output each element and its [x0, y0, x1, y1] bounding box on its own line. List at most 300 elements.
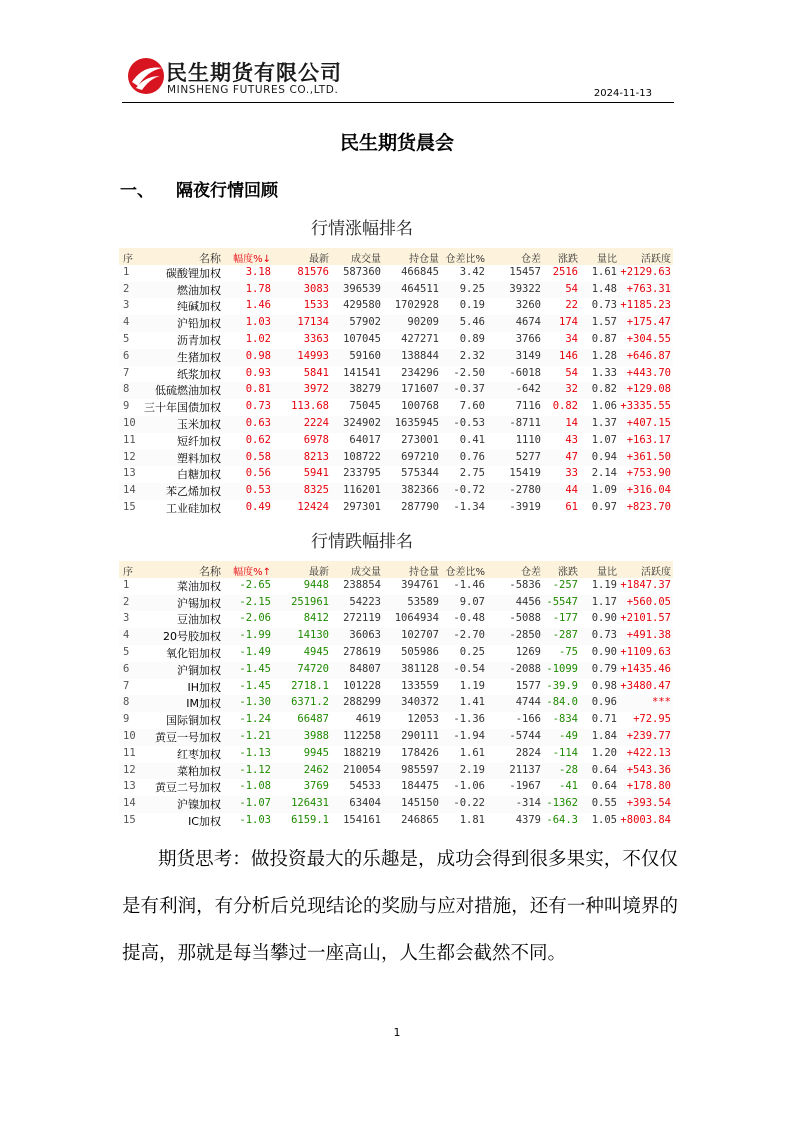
table-row[interactable]: [119, 315, 673, 332]
cell-change-pct: 0.49: [245, 500, 271, 513]
cell-index: 10: [123, 729, 136, 742]
losers-table: [119, 561, 673, 830]
cell-volume-ratio: 1.48: [591, 282, 617, 295]
column-header: 序: [123, 254, 133, 265]
cell-oi-change: 15419: [509, 467, 541, 480]
table-row[interactable]: [119, 763, 673, 780]
table-row[interactable]: [119, 628, 673, 645]
cell-last-price: 126431: [291, 797, 329, 810]
cell-oi-change: 4674: [515, 316, 541, 329]
cell-last-price: 5941: [303, 467, 329, 480]
cell-index: 3: [123, 612, 130, 625]
table-row[interactable]: [119, 746, 673, 763]
table-row[interactable]: [119, 500, 673, 517]
cell-price-change: 146: [559, 349, 578, 362]
column-header: 仓差比%: [445, 567, 485, 578]
cell-oi-change-pct: 2.32: [459, 349, 485, 362]
cell-index: 8: [123, 696, 130, 709]
cell-last-price: 81576: [297, 265, 329, 278]
cell-volume-ratio: 1.33: [591, 366, 617, 379]
cell-open-interest: 466845: [401, 265, 439, 278]
cell-volume: 112258: [343, 729, 381, 742]
cell-last-price: 9945: [303, 746, 329, 759]
table-row[interactable]: [119, 265, 673, 282]
cell-last-price: 12424: [297, 500, 329, 513]
cell-volume: 278619: [343, 645, 381, 658]
cell-oi-change-pct: -0.22: [453, 797, 485, 810]
cell-name: 沥青加权: [177, 333, 221, 347]
cell-oi-change: 1110: [515, 433, 541, 446]
cell-volume-ratio: 0.73: [591, 629, 617, 642]
cell-price-change: 14: [565, 416, 578, 429]
table-row[interactable]: [119, 595, 673, 612]
table-row[interactable]: [119, 662, 673, 679]
cell-volume: 108722: [343, 450, 381, 463]
cell-open-interest: 382366: [401, 484, 439, 497]
cell-change-pct: -1.21: [239, 729, 271, 742]
cell-index: 8: [123, 383, 130, 396]
cell-volume: 141541: [343, 366, 381, 379]
cell-open-interest: 171607: [401, 383, 439, 396]
cell-volume: 59160: [349, 349, 381, 362]
cell-activity: +361.50: [626, 450, 671, 463]
table-row[interactable]: [119, 645, 673, 662]
cell-last-price: 14993: [297, 349, 329, 362]
cell-oi-change-pct: 0.25: [459, 645, 485, 658]
cell-change-pct: -1.13: [239, 746, 271, 759]
cell-volume: 4619: [355, 713, 381, 726]
cell-name: 纯碱加权: [177, 300, 221, 314]
cell-open-interest: 145150: [401, 797, 439, 810]
column-header: 活跃度: [641, 567, 671, 578]
column-header: 仓差: [521, 567, 541, 578]
cell-volume-ratio: 1.19: [591, 578, 617, 591]
cell-volume: 288299: [343, 696, 381, 709]
cell-last-price: 8325: [303, 484, 329, 497]
cell-change-pct: -1.45: [239, 662, 271, 675]
table-row[interactable]: [119, 695, 673, 712]
column-header: 涨跌: [558, 254, 578, 265]
cell-price-change: -1099: [546, 662, 578, 675]
table-row[interactable]: [119, 729, 673, 746]
column-header: 幅度%↓: [233, 254, 271, 265]
cell-name: 三十年国债加权: [144, 401, 221, 415]
cell-volume: 238854: [343, 578, 381, 591]
cell-volume-ratio: 1.20: [591, 746, 617, 759]
cell-oi-change-pct: 9.25: [459, 282, 485, 295]
cell-oi-change-pct: -1.34: [453, 500, 485, 513]
table-row[interactable]: [119, 399, 673, 416]
table-row[interactable]: [119, 796, 673, 813]
column-header: 涨跌: [558, 567, 578, 578]
cell-volume-ratio: 0.64: [591, 780, 617, 793]
table-row[interactable]: [119, 433, 673, 450]
cell-oi-change-pct: -0.53: [453, 416, 485, 429]
table-header-row: [119, 248, 673, 265]
cell-index: 9: [123, 400, 130, 413]
cell-oi-change-pct: 2.75: [459, 467, 485, 480]
cell-last-price: 2462: [303, 763, 329, 776]
cell-price-change: 54: [565, 366, 578, 379]
cell-open-interest: 234296: [401, 366, 439, 379]
table-row[interactable]: [119, 483, 673, 500]
column-header: 持仓量: [409, 567, 439, 578]
cell-last-price: 251961: [291, 595, 329, 608]
cell-name: 菜粕加权: [177, 764, 221, 778]
cell-oi-change-pct: 1.81: [459, 813, 485, 826]
column-header: 量比: [597, 254, 617, 265]
cell-oi-change-pct: -0.48: [453, 612, 485, 625]
cell-index: 13: [123, 467, 136, 480]
cell-oi-change-pct: 2.19: [459, 763, 485, 776]
cell-name: 氧化铝加权: [166, 646, 221, 660]
cell-price-change: -28: [559, 763, 578, 776]
cell-volume-ratio: 2.14: [591, 467, 617, 480]
cell-last-price: 66487: [297, 713, 329, 726]
cell-oi-change-pct: 0.76: [459, 450, 485, 463]
cell-name: 沪锡加权: [177, 596, 221, 610]
cell-change-pct: -1.30: [239, 696, 271, 709]
gainers-table-title: 行情涨幅排名: [311, 219, 413, 239]
cell-activity: +407.15: [626, 416, 671, 429]
cell-volume: 57902: [349, 316, 381, 329]
section-heading: [120, 176, 278, 201]
cell-index: 7: [123, 679, 130, 692]
cell-price-change: 61: [565, 500, 578, 513]
cell-oi-change-pct: -0.37: [453, 383, 485, 396]
table-row[interactable]: [119, 349, 673, 366]
cell-price-change: -39.9: [546, 679, 578, 692]
cell-oi-change: 2824: [515, 746, 541, 759]
cell-index: 14: [123, 797, 136, 810]
cell-activity: +3480.47: [620, 679, 671, 692]
table-row[interactable]: [119, 611, 673, 628]
column-header: 量比: [597, 567, 617, 578]
table-row[interactable]: [119, 712, 673, 729]
cell-oi-change-pct: -2.70: [453, 629, 485, 642]
cell-change-pct: 0.58: [245, 450, 271, 463]
cell-oi-change: -5836: [509, 578, 541, 591]
cell-index: 11: [123, 746, 136, 759]
cell-activity: +646.87: [626, 349, 671, 362]
cell-last-price: 2718.1: [291, 679, 329, 692]
cell-volume: 107045: [343, 332, 381, 345]
cell-price-change: -49: [559, 729, 578, 742]
cell-volume-ratio: 0.96: [591, 696, 617, 709]
cell-open-interest: 178426: [401, 746, 439, 759]
cell-last-price: 74720: [297, 662, 329, 675]
cell-index: 6: [123, 349, 130, 362]
cell-index: 15: [123, 813, 136, 826]
cell-activity: ***: [652, 696, 671, 709]
cell-oi-change-pct: 9.07: [459, 595, 485, 608]
cell-oi-change-pct: -0.54: [453, 662, 485, 675]
cell-name: 玉米加权: [177, 417, 221, 431]
cell-open-interest: 1635945: [394, 416, 439, 429]
cell-volume-ratio: 0.98: [591, 679, 617, 692]
column-header: 持仓量: [409, 254, 439, 265]
table-row[interactable]: [119, 466, 673, 483]
cell-name: 白糖加权: [177, 468, 221, 482]
cell-oi-change: 39322: [509, 282, 541, 295]
cell-price-change: -75: [559, 645, 578, 658]
cell-volume-ratio: 0.94: [591, 450, 617, 463]
cell-volume-ratio: 0.90: [591, 612, 617, 625]
cell-index: 4: [123, 629, 130, 642]
cell-volume-ratio: 1.61: [591, 265, 617, 278]
cell-open-interest: 90209: [407, 316, 439, 329]
cell-volume: 587360: [343, 265, 381, 278]
cell-activity: +163.17: [626, 433, 671, 446]
column-header: 名称: [199, 565, 221, 578]
cell-volume-ratio: 1.84: [591, 729, 617, 742]
cell-index: 3: [123, 299, 130, 312]
section-title: 隔夜行情回顾: [176, 181, 278, 201]
cell-name: 沪镍加权: [177, 798, 221, 812]
cell-price-change: -257: [552, 578, 578, 591]
cell-activity: +393.54: [626, 797, 671, 810]
cell-price-change: -287: [552, 629, 578, 642]
cell-volume: 101228: [343, 679, 381, 692]
table-row[interactable]: [119, 282, 673, 299]
cell-activity: +316.04: [626, 484, 671, 497]
cell-volume-ratio: 1.17: [591, 595, 617, 608]
cell-price-change: 34: [565, 332, 578, 345]
cell-oi-change: -166: [515, 713, 541, 726]
cell-name: 纸浆加权: [177, 367, 221, 381]
cell-open-interest: 53589: [407, 595, 439, 608]
cell-open-interest: 1064934: [394, 612, 439, 625]
cell-last-price: 6371.2: [291, 696, 329, 709]
report-date: 2024-11-13: [593, 88, 652, 99]
cell-oi-change: 4744: [515, 696, 541, 709]
cell-change-pct: 0.98: [245, 349, 271, 362]
page-number: 1: [393, 1026, 401, 1039]
cell-last-price: 3363: [303, 332, 329, 345]
cell-oi-change-pct: 1.41: [459, 696, 485, 709]
cell-oi-change-pct: 5.46: [459, 316, 485, 329]
cell-volume: 36063: [349, 629, 381, 642]
cell-change-pct: -1.49: [239, 645, 271, 658]
cell-activity: +1435.46: [620, 662, 671, 675]
cell-price-change: 54: [565, 282, 578, 295]
cell-volume: 233795: [343, 467, 381, 480]
document-title: 民生期货晨会: [339, 132, 454, 154]
cell-oi-change: 7116: [515, 400, 541, 413]
cell-volume-ratio: 0.82: [591, 383, 617, 396]
cell-volume-ratio: 1.37: [591, 416, 617, 429]
cell-oi-change-pct: 7.60: [459, 400, 485, 413]
cell-activity: +1185.23: [620, 299, 671, 312]
cell-change-pct: 1.02: [245, 332, 271, 345]
cell-oi-change-pct: 0.19: [459, 299, 485, 312]
table-row[interactable]: [119, 679, 673, 696]
cell-price-change: -1362: [546, 797, 578, 810]
cell-index: 1: [123, 265, 130, 278]
cell-price-change: 2516: [552, 265, 578, 278]
table-row[interactable]: [119, 382, 673, 399]
gainers-table: [119, 248, 673, 517]
cell-oi-change: 5277: [515, 450, 541, 463]
cell-volume: 54223: [349, 595, 381, 608]
cell-oi-change: -2780: [509, 484, 541, 497]
table-row[interactable]: [119, 298, 673, 315]
cell-oi-change: -5088: [509, 612, 541, 625]
cell-name: 生猪加权: [177, 350, 221, 364]
cell-oi-change-pct: -1.36: [453, 713, 485, 726]
cell-activity: +491.38: [626, 629, 671, 642]
cell-last-price: 8213: [303, 450, 329, 463]
cell-volume-ratio: 1.05: [591, 813, 617, 826]
cell-volume-ratio: 1.28: [591, 349, 617, 362]
cell-price-change: 22: [565, 299, 578, 312]
cell-volume: 429580: [343, 299, 381, 312]
cell-last-price: 2224: [303, 416, 329, 429]
cell-oi-change-pct: -1.46: [453, 578, 485, 591]
cell-name: 黄豆一号加权: [155, 730, 221, 744]
column-header: 成交量: [351, 567, 381, 578]
table-row[interactable]: [119, 779, 673, 796]
column-header: 序: [123, 567, 133, 578]
cell-name: IM加权: [186, 697, 221, 711]
cell-price-change: 32: [565, 383, 578, 396]
table-row[interactable]: [119, 366, 673, 383]
cell-name: 红枣加权: [177, 747, 221, 761]
cell-oi-change-pct: 3.42: [459, 265, 485, 278]
cell-change-pct: -1.12: [239, 763, 271, 776]
table-row[interactable]: [119, 813, 673, 830]
cell-index: 13: [123, 780, 136, 793]
cell-last-price: 3083: [303, 282, 329, 295]
cell-last-price: 4945: [303, 645, 329, 658]
cell-index: 7: [123, 366, 130, 379]
cell-volume-ratio: 0.71: [591, 713, 617, 726]
column-header: 仓差: [521, 254, 541, 265]
cell-open-interest: 273001: [401, 433, 439, 446]
cell-activity: +560.05: [626, 595, 671, 608]
cell-change-pct: -1.99: [239, 629, 271, 642]
cell-change-pct: 0.62: [245, 433, 271, 446]
cell-last-price: 3988: [303, 729, 329, 742]
cell-oi-change-pct: -1.94: [453, 729, 485, 742]
cell-volume: 75045: [349, 400, 381, 413]
cell-price-change: 44: [565, 484, 578, 497]
cell-last-price: 14130: [297, 629, 329, 642]
cell-activity: +3335.55: [620, 400, 671, 413]
cell-activity: +1847.37: [620, 578, 671, 591]
cell-oi-change-pct: 1.61: [459, 746, 485, 759]
cell-volume: 188219: [343, 746, 381, 759]
cell-activity: +763.31: [626, 282, 671, 295]
table-row[interactable]: [119, 416, 673, 433]
table-row[interactable]: [119, 578, 673, 595]
cell-index: 12: [123, 763, 136, 776]
cell-name: 20号胶加权: [163, 630, 221, 644]
cell-open-interest: 138844: [401, 349, 439, 362]
table-header-row: [119, 561, 673, 578]
cell-open-interest: 100768: [401, 400, 439, 413]
cell-oi-change-pct: -2.50: [453, 366, 485, 379]
column-header: 活跃度: [641, 254, 671, 265]
cell-oi-change-pct: 1.19: [459, 679, 485, 692]
cell-oi-change-pct: -1.06: [453, 780, 485, 793]
cell-change-pct: 1.03: [245, 316, 271, 329]
cell-oi-change: 4379: [515, 813, 541, 826]
cell-oi-change: -314: [515, 797, 541, 810]
cell-name: 低硫燃油加权: [155, 384, 221, 398]
cell-open-interest: 12053: [407, 713, 439, 726]
cell-activity: +543.36: [626, 763, 671, 776]
column-header: 幅度%↑: [233, 567, 271, 578]
cell-index: 2: [123, 282, 130, 295]
column-header: 成交量: [351, 254, 381, 265]
cell-open-interest: 340372: [401, 696, 439, 709]
cell-last-price: 8412: [303, 612, 329, 625]
cell-open-interest: 985597: [401, 763, 439, 776]
cell-volume: 84807: [349, 662, 381, 675]
cell-volume-ratio: 1.09: [591, 484, 617, 497]
cell-price-change: -41: [559, 780, 578, 793]
cell-name: 菜油加权: [177, 579, 221, 593]
cell-activity: +1109.63: [620, 645, 671, 658]
cell-open-interest: 102707: [401, 629, 439, 642]
section-number: 一、: [120, 181, 154, 201]
cell-oi-change: -5744: [509, 729, 541, 742]
cell-index: 4: [123, 316, 130, 329]
cell-volume-ratio: 0.97: [591, 500, 617, 513]
cell-volume-ratio: 0.87: [591, 332, 617, 345]
cell-price-change: 43: [565, 433, 578, 446]
cell-change-pct: -1.03: [239, 813, 271, 826]
cell-oi-change: 3149: [515, 349, 541, 362]
cell-open-interest: 394761: [401, 578, 439, 591]
cell-last-price: 9448: [303, 578, 329, 591]
cell-name: IH加权: [187, 680, 221, 694]
cell-price-change: -177: [552, 612, 578, 625]
cell-oi-change: -2088: [509, 662, 541, 675]
cell-change-pct: 1.46: [245, 299, 271, 312]
cell-change-pct: -2.15: [239, 595, 271, 608]
cell-name: 短纤加权: [177, 434, 221, 448]
cell-volume: 210054: [343, 763, 381, 776]
cell-volume: 63404: [349, 797, 381, 810]
cell-open-interest: 575344: [401, 467, 439, 480]
cell-index: 15: [123, 500, 136, 513]
table-row[interactable]: [119, 332, 673, 349]
cell-change-pct: -1.08: [239, 780, 271, 793]
cell-oi-change: -3919: [509, 500, 541, 513]
table-row[interactable]: [119, 450, 673, 467]
cell-last-price: 3769: [303, 780, 329, 793]
column-header: 名称: [199, 252, 221, 265]
cell-activity: +178.80: [626, 780, 671, 793]
cell-open-interest: 505986: [401, 645, 439, 658]
cell-volume: 396539: [343, 282, 381, 295]
cell-index: 12: [123, 450, 136, 463]
cell-volume: 54533: [349, 780, 381, 793]
cell-volume-ratio: 0.55: [591, 797, 617, 810]
cell-oi-change: -642: [515, 383, 541, 396]
cell-activity: +2101.57: [620, 612, 671, 625]
cell-oi-change: 15457: [509, 265, 541, 278]
cell-last-price: 113.68: [291, 400, 329, 413]
cell-open-interest: 133559: [401, 679, 439, 692]
cell-activity: +823.70: [626, 500, 671, 513]
cell-price-change: 33: [565, 467, 578, 480]
cell-activity: +2129.63: [620, 265, 671, 278]
cell-change-pct: -1.07: [239, 797, 271, 810]
cell-last-price: 3972: [303, 383, 329, 396]
